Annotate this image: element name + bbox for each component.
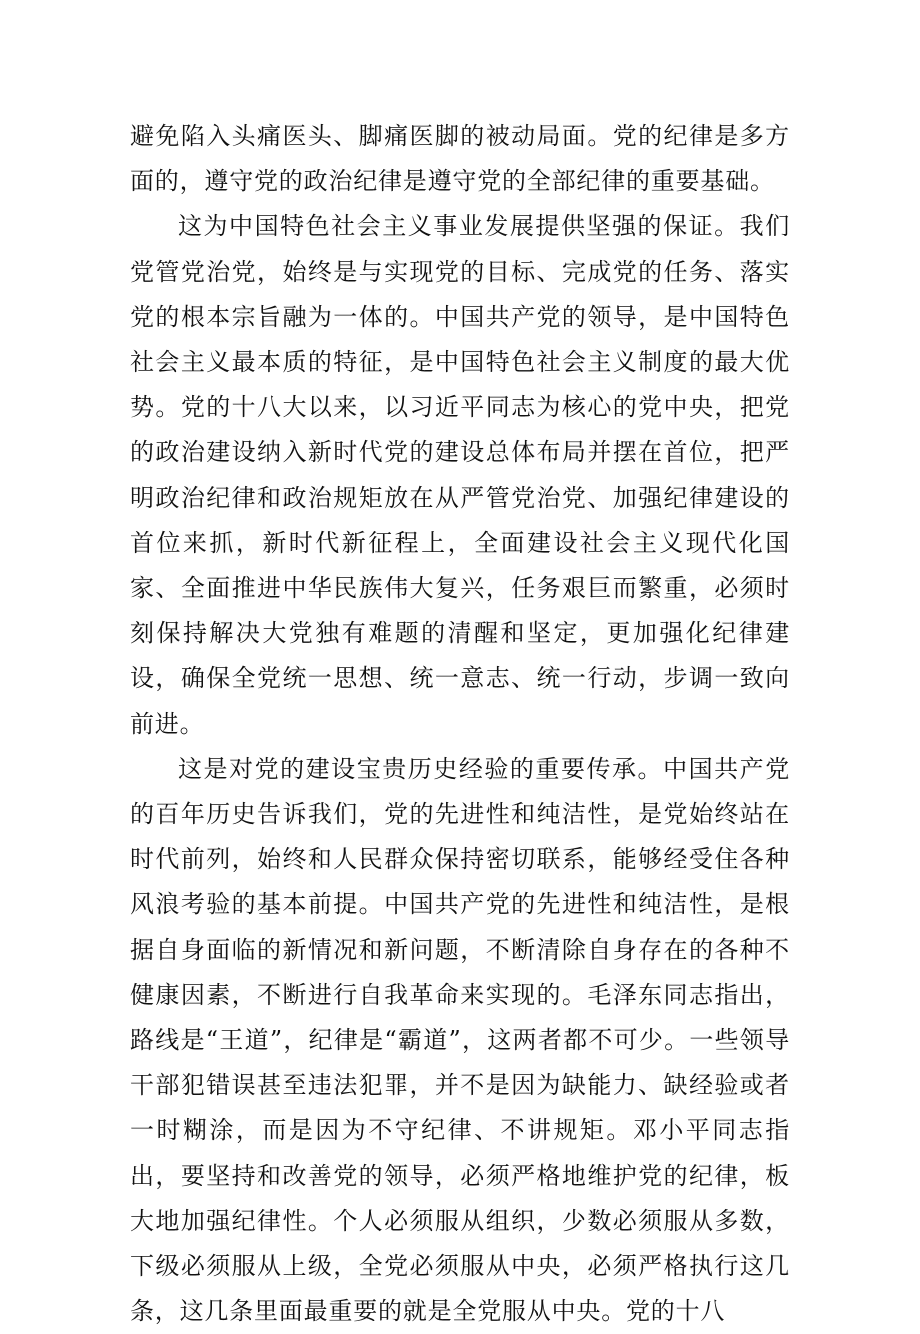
document-body [130,114,790,1334]
paragraph-2: 这为中国特色社会主义事业发展提供坚强的保证。我们党管党治党，始终是与实现党的目标、完成党的任务、落实党的根本宗旨融为一体的。中国共产党的领导，是中国特色社会主义最本质的特征，是中国特色社会主义制度的最大优势。党的十八大以来，以习近平同志为核心的党中央，把党的政治建设纳入新时代党的建设总体布局并摆在首位，把严明政治纪律和政治规矩放在从严管党治党、加强纪律建设的首位来抓，新时代新征程上，全面建设社会主义现代化国家、全面推进中华民族伟大复兴，任务艰巨而繁重，必须时刻保持解决大党独有难题的清醒和坚定，更加强化纪律建设，确保全党统一思想、统一意志、统一行动，步调一致向前进。 [130,212,790,738]
paragraph-3: 这是对党的建设宝贵历史经验的重要传承。中国共产党的百年历史告诉我们，党的先进性和纯洁性，是党始终站在时代前列，始终和人民群众保持密切联系，能够经受住各种风浪考验的基本前提。中国共产党的先进性和纯洁性，是根据自身面临的新情况和新问题，不断清除自身存在的各种不健康因素，不断进行自我革命来实现的。毛泽东同志指出，路线是“王道”，纪律是“霸道”，这两者都不可少。一些领导干部犯错误甚至违法犯罪，并不是因为缺能力、缺经验或者一时糊涂，而是因为不守纪律、不讲规矩。邓小平同志指出，要坚持和改善党的领导，必须严格地维护党的纪律，板大地加强纪律性。个人必须服从组织，少数必须服从多数，下级必须服从上级，全党必须服从中央，必须严格执行这几条，这几条里面最重要的就是全党服从中央。党的十八 [130,754,790,1326]
paragraph-1: 避免陷入头痛医头、脚痛医脚的被动局面。党的纪律是多方面的，遵守党的政治纪律是遵守党的全部纪律的重要基础。 [130,122,790,196]
